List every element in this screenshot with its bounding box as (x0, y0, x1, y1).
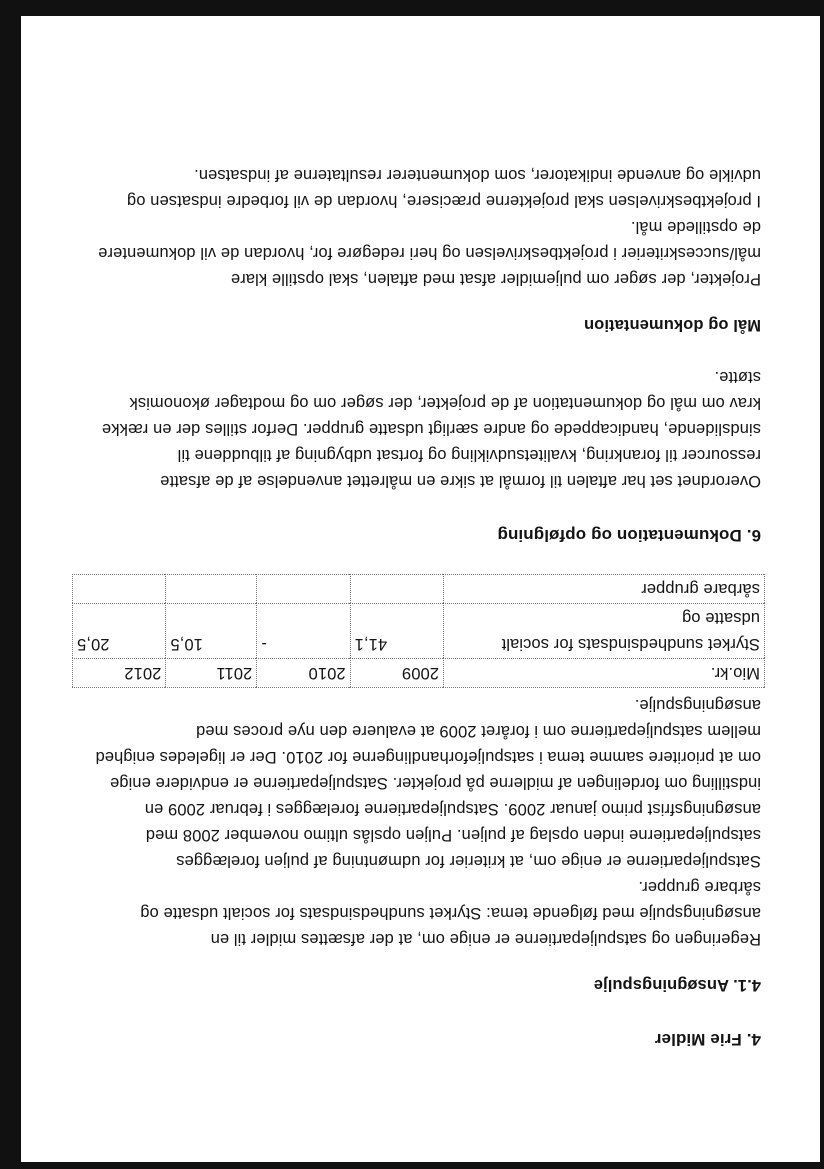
text-line: ressourcer til forankring, kvalitetsudvikling og fortsat udbygning af tilbuddene til (177, 446, 761, 464)
paper-sheet (21, 16, 820, 1162)
table-cell: - (257, 604, 350, 659)
text-line: mål/succeskriterier i projektbeskrivelsen og heri redegøre for, hvordan de vil dokumentere (98, 244, 761, 262)
text-line: mellem satspuljepartierne om i foråret 2009 at evaluere den nye proces med (195, 722, 761, 740)
table-cell: sårbare grupper (444, 575, 765, 604)
table-cell: 20,5 (73, 604, 166, 659)
text-line: de opstillede mål. (630, 218, 761, 236)
table-header-cell: 2009 (350, 659, 443, 688)
budget-table (72, 574, 765, 688)
text-line: ansøgningspulje. (634, 696, 761, 714)
text-line: Regeringen og satspuljepartierne er enige om, at der afsættes midler til en (210, 930, 761, 948)
text-line: ansøgningsfrist primo januar 2009. Satspuljepartierne forelægges i februar 2009 en (144, 800, 761, 818)
section-6-paragraph-3 (71, 162, 761, 214)
text-line: Overordnet set har aftalen til formål at sikre en målrettet anvendelse af de afsatte (160, 472, 761, 490)
section-6-paragraph-2 (71, 214, 761, 292)
text-line: I projektbeskrivelsen skal projekterne præcisere, hvordan de vil forbedre indsatsen og (126, 192, 761, 210)
table-header-cell: 2011 (166, 659, 257, 688)
text-line: indstilling om fordelingen af midlerne på projekter. Satspuljepartierne er endvidere enige (109, 774, 761, 792)
text-line: Satspuljepartierne er enige om, at kriterier for udmøntning af puljen forelægges (176, 852, 761, 870)
text-line: støtte. (714, 368, 761, 386)
table-header-cell: Mio.kr. (444, 659, 765, 688)
table-cell (166, 575, 257, 604)
table-header-cell: 2012 (73, 659, 166, 688)
ansoegningspulje-text (71, 692, 761, 952)
text-line: sårbare grupper. (638, 878, 761, 896)
text-line: ansøgningspulje med følgende tema: Styrket sundhedsindsats for socialt udsatte og (140, 904, 761, 922)
table-cell (73, 575, 166, 604)
section-6-paragraph-1 (71, 364, 761, 494)
table-cell: 10,5 (166, 604, 257, 659)
document-content (71, 162, 761, 1052)
text-line: om at prioritere samme tema i satspuljeforhandlingerne for 2010. Der er ligeledes enighed (95, 748, 761, 766)
subsection-4-1-title: 4.1. Ansøgningspulje (593, 976, 761, 994)
table-row (73, 604, 765, 659)
table-row (73, 575, 765, 604)
text-line: Projekter, der søger om puljemidler afsat med aftalen, skal opstille klare (230, 270, 761, 288)
text-line: sindslidende, handicappede og andre særligt udsatte grupper. Derfor stilles der en række (101, 420, 761, 438)
section-4-title: 4. Frie Midler (654, 1030, 761, 1049)
text-line: satspuljepartierne inden opslag af puljen. Puljen opslås ultimo november 2008 med (145, 826, 761, 844)
table-cell: 41,1 (350, 604, 443, 659)
section-6-title: 6. Dokumentation og opfølgning (497, 526, 761, 545)
text-line: udvikle og anvende indikatorer, som dokumenterer resultaterne af indsatsen. (194, 166, 761, 184)
table-cell: Styrket sundhedsindsats for socialt udsatte og (444, 604, 765, 659)
table-header-cell: 2010 (257, 659, 350, 688)
table-cell (350, 575, 443, 604)
table-header-row (73, 659, 765, 688)
text-line: krav om mål og dokumentation af de projekter, der søger om og modtager økonomisk (129, 394, 761, 412)
table-cell (257, 575, 350, 604)
subheading-maal-og-dokumentation: Mål og dokumentation (583, 316, 761, 334)
